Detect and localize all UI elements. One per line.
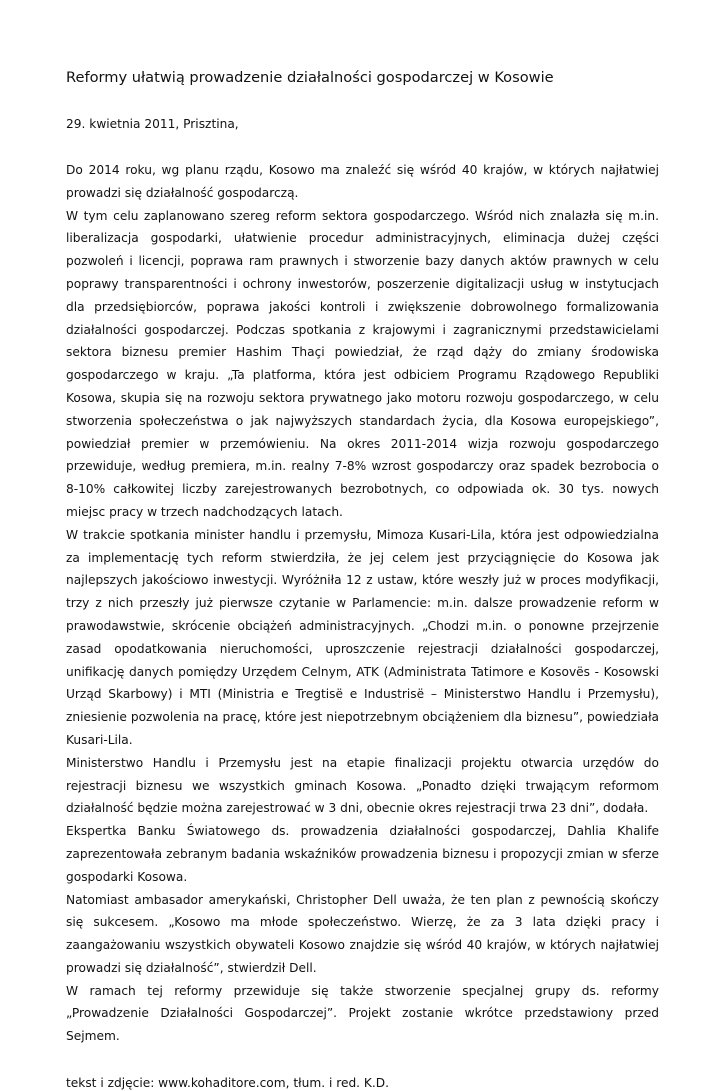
paragraph-4: Ministerstwo Handlu i Przemysłu jest na etapie finalizacji projektu otwarcia urzędów do rejestracji biznesu we wszystkich gminach Kosowa. „Ponadto dzięki trwającym reformom działalność będzie można zarejestrować w 3 dni, obecnie okres rejestracji trwa 23 dni”, dodała. — [66, 755, 659, 816]
article-title: Reformy ułatwią prowadzenie działalności gospodarczej w Kosowie — [66, 69, 554, 86]
paragraph-5: Ekspertka Banku Światowego ds. prowadzenia działalności gospodarczej, Dahlia Khalife zaprezentowała zebranym badania wskaźników prowadzenia biznesu i propozycji zmian w sferze gospodarki Kosowa. — [66, 824, 659, 884]
paragraph-7: W ramach tej reformy przewiduje się także stworzenie specjalnej grupy ds. reformy „Prowadzenie Działalności Gospodarczej”. Projekt zostanie wkrótce przedstawiony przed Sejmem. — [66, 983, 659, 1044]
paragraph-6: Natomiast ambasador amerykański, Christopher Dell uważa, że ten plan z pewnością skończy się sukcesem. „Kosowo ma młode społeczeństwo. Wierzę, że za 3 lata dzięki pracy i zaangażowaniu wszystkich obywateli Kosowo znajdzie się wśród 40 krajów, w których najłatwiej prowadzi się działalność”, stwierdził Dell. — [66, 892, 659, 975]
document-page — [66, 68, 659, 1091]
paragraph-1: Do 2014 roku, wg planu rządu, Kosowo ma znaleźć się wśród 40 krajów, w których najłatwiej prowadzi się działalność gospodarczą. — [66, 163, 659, 200]
paragraph-2: W tym celu zaplanowano szereg reform sektora gospodarczego. Wśród nich znalazła się m.in. liberalizacja gospodarki, ułatwienie procedur administracyjnych, eliminacja dużej części pozwoleń i licencji, poprawa ram prawnych i stworzenie bazy danych aktów prawnych w celu poprawy transparentności i ochrony inwestorów, poszerzenie digitalizacji usług w instytucjach dla przedsiębiorców, poprawa jakości kontroli i zwiększenie dobrowolnego formalizowania działalności gospodarczej. Podczas spotkania z krajowymi i zagranicznymi przedstawicielami sektora biznesu premier Hashim Thaçi powiedział, że rząd dąży do zmiany środowiska gospodarczego w kraju. „Ta platforma, która jest odbiciem Programu Rządowego Republiki Kosowa, skupia się na rozwoju sektora prywatnego jako motoru rozwoju gospodarczego, w celu stworzenia społeczeństwa o jak najwyższych standardach życia, dla Kosowa europejskiego”, powiedział premier w przemówieniu. Na okres 2011-2014 wizja rozwoju gospodarczego przewiduje, według premiera, m.in. realny 7-8% wzrost gospodarczy oraz spadek bezrobocia o 8-10% całkowitej liczby zarejestrowanych bezrobotnych, co odpowiada ok. 30 tys. nowych miejsc pracy w trzech nadchodzących latach. — [66, 208, 659, 519]
paragraph-3: W trakcie spotkania minister handlu i przemysłu, Mimoza Kusari-Lila, która jest odpowiedzialna za implementację tych reform stwierdziła, że jej celem jest przyciągnięcie do Kosowa jak najlepszych jakościowo inwestycji. Wyróżniła 12 z ustaw, które weszły już w proces modyfikacji, trzy z nich przeszły już pierwsze czytanie w Parlamencie: m.in. dalsze prowadzenie reform w prawodawstwie, skrócenie obciążeń administracyjnych. „Chodzi m.in. o ponowne przejrzenie zasad opodatkowania nieruchomości, uproszczenie rejestracji działalności gospodarczej, unifikację danych pomiędzy Urzędem Celnym, ATK (Administrata Tatimore e Kosovës - Kosowski Urząd Skarbowy) i MTI (Ministria e Tregtisë e Industrisë – Ministerstwo Handlu i Przemysłu), zniesienie pozwolenia na pracę, które jest niepotrzebnym obciążeniem dla biznesu”, powiedziała Kusari-Lila. — [66, 527, 659, 747]
article-dateline: 29. kwietnia 2011, Prisztina, — [66, 117, 239, 131]
article-credits: tekst i zdjęcie: www.kohaditore.com, tłum. i red. K.D. — [66, 1076, 390, 1091]
article-body — [66, 159, 659, 1048]
